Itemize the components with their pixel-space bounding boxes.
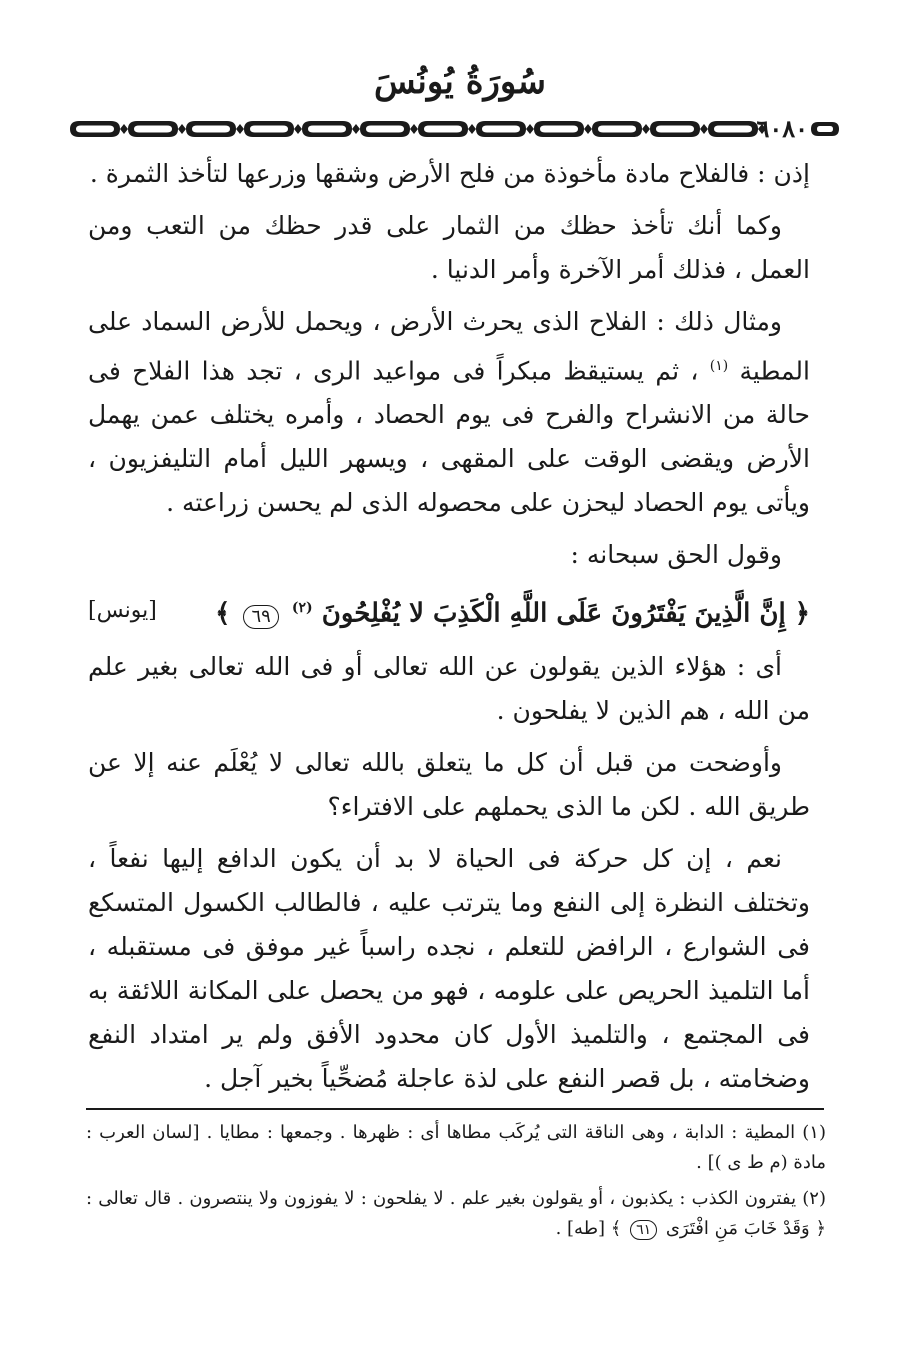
ornament-diamond — [526, 124, 534, 134]
footnote-2-text: (٢) يفترون الكذب : يكذبون ، أو يقولون بغير علم . لا يفلحون : لا يفوزون ولا ينتصرون . قال تعالى : — [86, 1188, 826, 1209]
footnote-marker-1: (١) — [709, 358, 729, 374]
footnote-2 — [86, 1184, 826, 1244]
ornament-link-hole — [76, 126, 114, 133]
ornament-link-hole — [366, 126, 404, 133]
paragraph-1: إذن : فالفلاح مادة مأخوذة من فلح الأرض وشقها وزرعها لتأخذ الثمرة . — [89, 159, 810, 188]
ornament-diamond — [642, 124, 650, 134]
ornament-border — [66, 114, 766, 144]
verse-open-bracket: ﴿ — [794, 598, 810, 629]
paragraph-2: وكما أنك تأخذ حظك من الثمار على قدر حظك من التعب ومن العمل ، فذلك أمر الآخرة وأمر الدنيا . — [88, 211, 810, 284]
ornament-diamond — [352, 124, 360, 134]
verse-reference: [يونس] — [88, 598, 157, 624]
ornament-diamond — [236, 124, 244, 134]
footnote-verse-open: ﴿ — [815, 1218, 826, 1239]
ornament-link-hole — [250, 126, 288, 133]
ornament-diamond — [294, 124, 302, 134]
ornament-cap — [808, 119, 842, 139]
verse-number: ٦٩ — [243, 605, 278, 629]
footnotes — [86, 1118, 826, 1250]
ornament-link-hole — [714, 126, 752, 133]
paragraph-3-rest: ، ثم يستيقظ مبكراً فى مواعيد الرى ، تجد هذا الفلاح فى حالة من الانشراح والفرح فى يوم الحصاد ، وأمره يختلف عمن يهمل الأرض ويقضى الوقت على المقهى ، ويسهر الليل أمام التليفزيون ، ويأتى يوم الحصاد ليحزن على محصوله الذى لم يحسن زراعته . — [88, 356, 810, 518]
ornament-link-hole — [540, 126, 578, 133]
ornament-diamond — [700, 124, 708, 134]
ornament-link-hole — [134, 126, 172, 133]
ornament-link-hole — [308, 126, 346, 133]
ornament-diamond — [584, 124, 592, 134]
ornament-diamond — [410, 124, 418, 134]
verse-words: إِنَّ الَّذِينَ يَفْتَرُونَ عَلَى اللَّهِ الْكَذِبَ لا يُفْلِحُونَ — [321, 598, 786, 629]
ornament-diamond — [120, 124, 128, 134]
header-band — [66, 114, 842, 144]
surah-title: سُورَةُ يُونُسَ — [374, 62, 546, 102]
footnote-verse-reference: [طه] . — [555, 1218, 606, 1239]
page-number: ٦٠٨٠ — [756, 114, 808, 143]
ornament-link-hole — [192, 126, 230, 133]
paragraph-4: وقول الحق سبحانه : — [570, 540, 782, 570]
paragraph-7: نعم ، إن كل حركة فى الحياة لا بد أن يكون الدافع إليها نفعاً ، وتختلف النظرة إلى النفع وما يترتب عليه ، فالطالب الكسول المتسكع فى الشوارع ، الرافض للتعلم ، نجده راسباً غير موفق فى مستقبله ، أما التلميذ الحريص على علومه ، فهو من يحصل على المكانة اللائقة به فى المجتمع ، والتلميذ الأول كان محدود الأفق ولم ير امتداد النفع وضخامته ، بل قصر النفع على لذة عاجلة مُضحِّياً بخير آجل . — [88, 843, 810, 1093]
paragraph-3-start: ومثال ذلك : الفلاح الذى يحرث الأرض ، ويحمل للأرض السماد على المطية — [88, 307, 810, 386]
paragraph-6: وأوضحت من قبل أن كل ما يتعلق بالله تعالى لا يُعْلَم عنه إلا عن طريق الله . لكن ما الذى يحملهم على الافتراء؟ — [88, 747, 810, 821]
quran-verse — [88, 585, 810, 637]
footnote-divider — [86, 1108, 824, 1110]
ornament-diamond — [178, 124, 186, 134]
verse-text — [215, 585, 810, 637]
footnote-1: (١) المطية : الدابة ، وهى الناقة التى يُركَب مطاها أى : ظهرها . وجمعها : مطايا . [لسان العرب : مادة (م ط ى )] . — [86, 1122, 826, 1173]
footnote-verse-text: وَقَدْ خَابَ مَنِ افْتَرَى — [665, 1218, 810, 1239]
footnote-verse-close: ﴾ — [610, 1218, 622, 1239]
ornament-diamond — [468, 124, 476, 134]
ornament-link-hole — [424, 126, 462, 133]
paragraph-3 — [88, 300, 810, 525]
ornament-link-hole — [656, 126, 694, 133]
footnote-marker-2: (٢) — [291, 600, 313, 617]
ornament-link-hole — [482, 126, 520, 133]
main-text — [88, 152, 810, 1109]
footnote-verse-number: ٦١ — [630, 1220, 657, 1240]
verse-close-bracket: ﴾ — [215, 598, 231, 629]
paragraph-5: أى : هؤلاء الذين يقولون عن الله تعالى أو فى الله تعالى بغير علم من الله ، هم الذين لا يفلحون . — [88, 651, 810, 725]
ornament-link-hole — [598, 126, 636, 133]
